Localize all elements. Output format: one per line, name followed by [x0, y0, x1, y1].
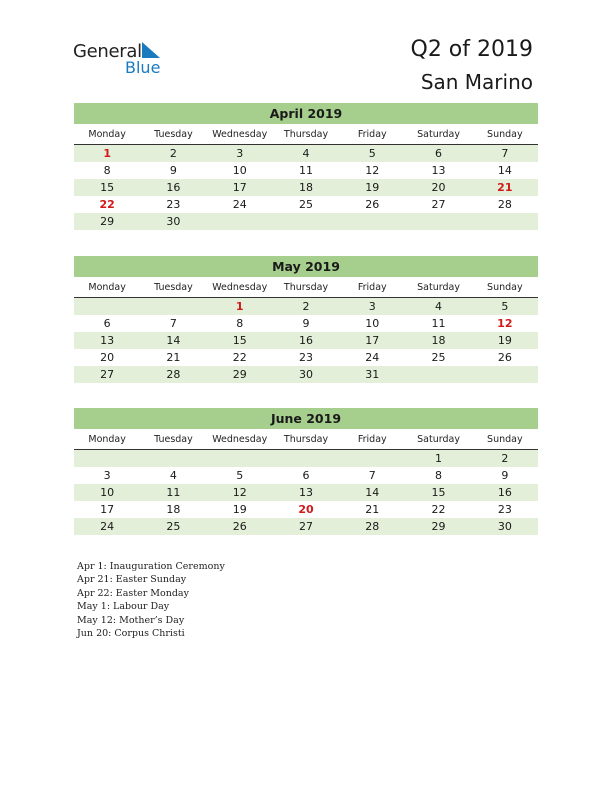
weekday-label: Saturday: [417, 129, 460, 140]
day-cell: [207, 450, 273, 467]
weekday-label: Saturday: [417, 434, 460, 445]
holiday-item: Apr 21: Easter Sunday: [77, 574, 187, 586]
holiday-day-cell: 20: [298, 503, 314, 516]
weekday-header-row: [74, 126, 538, 145]
day-cell: 9: [169, 164, 177, 177]
day-cell: [140, 450, 206, 467]
day-cell: 3: [236, 147, 244, 160]
logo-general-text: General: [73, 41, 142, 62]
day-cell: [472, 213, 538, 230]
day-cell: 22: [431, 503, 446, 516]
day-cell: 4: [302, 147, 310, 160]
weekday-label: Friday: [357, 434, 387, 445]
week-row: [74, 213, 538, 230]
day-cell: 6: [103, 317, 111, 330]
day-cell: [339, 450, 405, 467]
holiday-item: Apr 1: Inauguration Ceremony: [77, 561, 225, 572]
day-cell: [74, 450, 140, 467]
day-cell: [405, 366, 471, 383]
day-cell: 23: [298, 351, 313, 364]
day-cell: 11: [431, 317, 446, 330]
day-cell: [273, 450, 339, 467]
day-cell: 24: [100, 520, 115, 533]
week-row: [74, 145, 538, 162]
day-cell: 18: [431, 334, 446, 347]
day-cell: 13: [100, 334, 115, 347]
page-title: Q2 of 2019: [410, 37, 533, 62]
day-cell: 17: [100, 503, 115, 516]
holiday-list: [77, 560, 225, 640]
day-cell: 1: [435, 452, 443, 465]
holiday-item: Apr 22: Easter Monday: [77, 587, 189, 599]
day-cell: 19: [232, 503, 247, 516]
weekday-label: Tuesday: [154, 282, 193, 293]
weekday-label: Saturday: [417, 282, 460, 293]
day-cell: 14: [365, 486, 380, 499]
day-cell: [405, 213, 471, 230]
week-row: [74, 450, 538, 467]
day-cell: 16: [497, 486, 512, 499]
weekday-label: Monday: [88, 129, 126, 140]
day-cell: 10: [365, 317, 380, 330]
week-row: [74, 349, 538, 366]
day-cell: 3: [368, 300, 376, 313]
week-row: [74, 501, 538, 518]
day-cell: 19: [497, 334, 512, 347]
month-title: May 2019: [74, 256, 538, 277]
week-row: [74, 298, 538, 315]
month-title: June 2019: [74, 408, 538, 429]
weekday-label: Sunday: [487, 282, 523, 293]
day-cell: 31: [365, 368, 380, 381]
day-cell: 16: [298, 334, 313, 347]
logo-blue-text: Blue: [125, 58, 161, 77]
week-row: [74, 315, 538, 332]
holiday-day-cell: 21: [497, 181, 513, 194]
day-cell: 13: [431, 164, 446, 177]
day-cell: 9: [302, 317, 310, 330]
day-cell: 23: [497, 503, 512, 516]
day-cell: 6: [435, 147, 443, 160]
weekday-label: Sunday: [487, 129, 523, 140]
week-row: [74, 467, 538, 484]
day-cell: 16: [166, 181, 181, 194]
day-cell: [140, 298, 206, 315]
weekday-label: Thursday: [283, 129, 329, 140]
day-cell: 24: [365, 351, 380, 364]
day-cell: 18: [298, 181, 313, 194]
weekday-label: Tuesday: [154, 434, 193, 445]
day-cell: 24: [232, 198, 247, 211]
day-cell: 27: [100, 368, 115, 381]
day-cell: 29: [431, 520, 446, 533]
day-cell: 10: [100, 486, 115, 499]
day-cell: 2: [169, 147, 177, 160]
day-cell: 9: [501, 469, 509, 482]
day-cell: 6: [302, 469, 310, 482]
day-cell: 20: [100, 351, 115, 364]
day-cell: 15: [100, 181, 115, 194]
day-cell: 11: [298, 164, 313, 177]
country-name: San Marino: [420, 70, 533, 94]
logo: [73, 41, 173, 77]
day-cell: 7: [368, 469, 376, 482]
weekday-header-row: [74, 431, 538, 450]
day-cell: 11: [166, 486, 181, 499]
day-cell: [472, 366, 538, 383]
day-cell: 7: [169, 317, 177, 330]
day-cell: 30: [298, 368, 313, 381]
day-cell: 7: [501, 147, 509, 160]
day-cell: 4: [169, 469, 177, 482]
weekday-label: Friday: [357, 129, 387, 140]
day-cell: 5: [236, 469, 244, 482]
day-cell: 8: [236, 317, 244, 330]
day-cell: 29: [100, 215, 115, 228]
day-cell: [207, 213, 273, 230]
weekday-label: Monday: [88, 282, 126, 293]
holiday-item: May 12: Mother’s Day: [77, 614, 185, 626]
day-cell: 21: [166, 351, 181, 364]
day-cell: 20: [431, 181, 446, 194]
weekday-label: Tuesday: [154, 129, 193, 140]
day-cell: 28: [365, 520, 380, 533]
day-cell: [339, 213, 405, 230]
day-cell: 27: [431, 198, 446, 211]
day-cell: 14: [166, 334, 181, 347]
week-row: [74, 162, 538, 179]
day-cell: 10: [232, 164, 247, 177]
day-cell: 8: [103, 164, 111, 177]
day-cell: 5: [501, 300, 509, 313]
day-cell: 28: [497, 198, 512, 211]
day-cell: 8: [435, 469, 443, 482]
month-title: April 2019: [74, 103, 538, 124]
day-cell: 23: [166, 198, 181, 211]
day-cell: 25: [431, 351, 446, 364]
day-cell: 5: [368, 147, 376, 160]
weekday-label: Wednesday: [212, 282, 268, 293]
day-cell: 29: [232, 368, 247, 381]
day-cell: 25: [298, 198, 313, 211]
day-cell: 18: [166, 503, 181, 516]
day-cell: 15: [431, 486, 446, 499]
week-row: [74, 484, 538, 501]
logo-flag-icon: [142, 42, 160, 58]
month-april: [74, 103, 538, 230]
weekday-label: Thursday: [283, 434, 329, 445]
day-cell: 15: [232, 334, 247, 347]
day-cell: 26: [232, 520, 247, 533]
day-cell: 12: [365, 164, 380, 177]
day-cell: 30: [497, 520, 512, 533]
weekday-label: Friday: [357, 282, 387, 293]
week-row: [74, 179, 538, 196]
weekday-label: Wednesday: [212, 434, 268, 445]
day-cell: 21: [365, 503, 380, 516]
holiday-day-cell: 1: [103, 147, 111, 160]
day-cell: 13: [298, 486, 313, 499]
day-cell: [74, 298, 140, 315]
weekday-header-row: [74, 279, 538, 298]
day-cell: 12: [232, 486, 247, 499]
week-row: [74, 332, 538, 349]
holiday-day-cell: 12: [497, 317, 513, 330]
weekday-label: Thursday: [283, 282, 329, 293]
day-cell: 17: [365, 334, 380, 347]
day-cell: 2: [302, 300, 310, 313]
holiday-day-cell: 1: [235, 300, 244, 313]
day-cell: 25: [166, 520, 181, 533]
day-cell: 17: [232, 181, 247, 194]
weekday-label: Monday: [88, 434, 126, 445]
day-cell: [273, 213, 339, 230]
day-cell: 26: [497, 351, 512, 364]
month-may: [74, 256, 538, 383]
month-june: [74, 408, 538, 535]
day-cell: 22: [232, 351, 247, 364]
day-cell: 26: [365, 198, 380, 211]
day-cell: 19: [365, 181, 380, 194]
week-row: [74, 366, 538, 383]
day-cell: 30: [166, 215, 181, 228]
weekday-label: Wednesday: [212, 129, 268, 140]
weekday-label: Sunday: [487, 434, 523, 445]
holiday-day-cell: 22: [99, 198, 115, 211]
day-cell: 14: [497, 164, 512, 177]
day-cell: 3: [103, 469, 111, 482]
day-cell: 27: [298, 520, 313, 533]
week-row: [74, 518, 538, 535]
holiday-item: May 1: Labour Day: [77, 601, 170, 613]
holiday-item: Jun 20: Corpus Christi: [77, 628, 185, 640]
day-cell: 28: [166, 368, 181, 381]
week-row: [74, 196, 538, 213]
day-cell: 4: [435, 300, 443, 313]
day-cell: 2: [501, 452, 509, 465]
